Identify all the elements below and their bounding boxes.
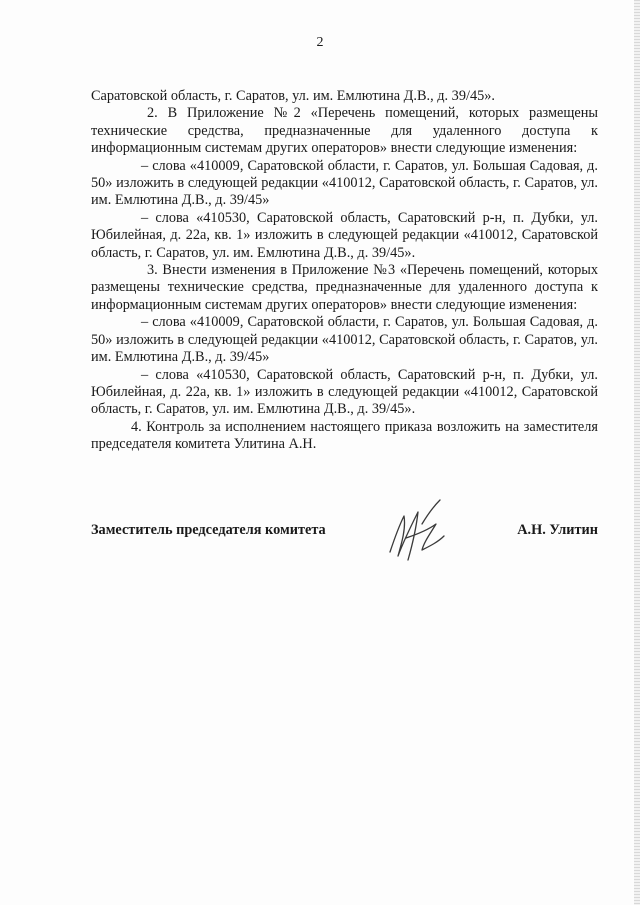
paragraph-continuation: Саратовской область, г. Саратов, ул. им. Емлютина Д.В., д. 39/45». bbox=[91, 88, 495, 104]
scan-edge bbox=[634, 0, 640, 905]
paragraph-item-3: 3. Внести изменения в Приложение №3 «Перечень помещений, которых размещены технические средства, предназначенные для удаленного доступа к информационным системам других операторов» внести следующие изменения: bbox=[91, 262, 598, 313]
page-number: 2 bbox=[316, 35, 324, 50]
paragraph-change-4: – слова «410530, Саратовской область, Саратовский р-н, п. Дубки, ул. Юбилейная, д. 22а, кв. 1» изложить в следующей редакции «410012, Саратовской область, г. Саратов, ул. им. Емлютина Д.В., д. 39/45». bbox=[91, 366, 598, 418]
signature-block bbox=[91, 522, 598, 562]
paragraph-change-1: – слова «410009, Саратовской области, г. Саратов, ул. Большая Садовая, д. 50» изложить в следующей редакции «410012, Саратовской область, г. Саратов, ул. им. Емлютина Д.В., д. 39/45» bbox=[91, 157, 598, 209]
paragraph-change-2: – слова «410530, Саратовской область, Саратовский р-н, п. Дубки, ул. Юбилейная, д. 22а, кв. 1» изложить в следующей редакции «410012, Саратовской область, г. Саратов, ул. им. Емлютина Д.В., д. 39/45». bbox=[91, 209, 598, 261]
signatory-name: А.Н. Улитин bbox=[517, 522, 598, 538]
document-body bbox=[91, 88, 598, 454]
paragraph-item-2: 2. В Приложение №2 «Перечень помещений, которых размещены технические средства, предназначенные для удаленного доступа к информационным системам других операторов» внести следующие изменения: bbox=[91, 105, 598, 157]
handwritten-signature bbox=[378, 494, 458, 574]
paragraph-change-3: – слова «410009, Саратовской области, г. Саратов, ул. Большая Садовая, д. 50» изложить в следующей редакции «410012, Саратовской область, г. Саратов, ул. им. Емлютина Д.В., д. 39/45» bbox=[91, 314, 598, 366]
signatory-position: Заместитель председателя комитета bbox=[91, 522, 326, 538]
paragraph-item-4: 4. Контроль за исполнением настоящего приказа возложить на заместителя председателя комитета Улитина А.Н. bbox=[91, 418, 598, 453]
